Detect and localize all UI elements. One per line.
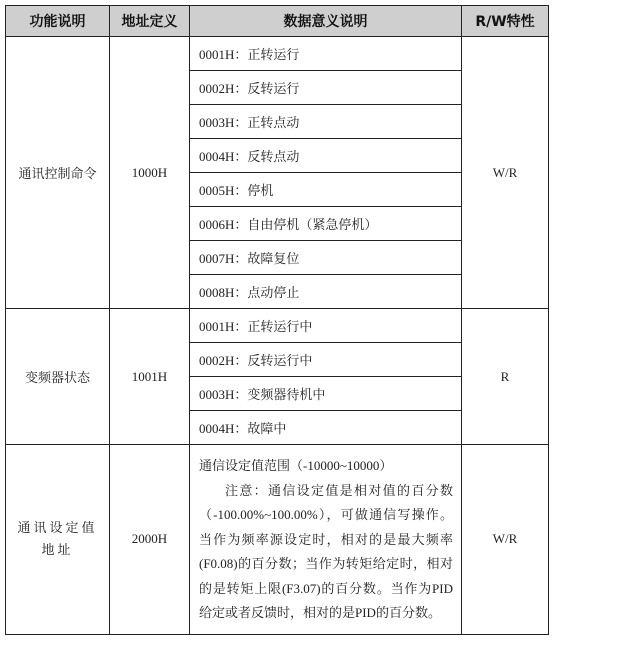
meaning-cell: 0002H：反转运行: [190, 71, 462, 105]
meaning-cell: 0007H：故障复位: [190, 241, 462, 275]
header-function: 功能说明: [6, 6, 110, 37]
meaning-paragraph-cell: [190, 445, 462, 635]
setpoint-note-text: 注意：通信设定值是相对值的百分数（-100.00%~100.00%），可做通信写操作。当作为频率源设定时，相对的是最大频率(F0.08)的百分数；当作为转矩给定时，相对的是转矩上限(F3.07)的百分数。当作为PID给定或者反馈时，相对的是PID的百分数。: [199, 482, 453, 620]
meaning-cell: 0002H：反转运行中: [190, 343, 462, 377]
meaning-cell: 0008H：点动停止: [190, 275, 462, 309]
table-row: [6, 37, 549, 71]
function-cell: 通讯控制命令: [6, 37, 110, 309]
table-row: [6, 309, 549, 343]
function-line: 地址: [41, 542, 74, 558]
meaning-cell: 0001H：正转运行中: [190, 309, 462, 343]
function-line: 通讯设定值: [17, 520, 98, 536]
setpoint-range-text: 通信设定值范围（-10000~10000）: [199, 458, 393, 473]
address-cell: 1001H: [110, 309, 190, 445]
meaning-cell: 0004H：故障中: [190, 411, 462, 445]
table-row: [6, 445, 549, 635]
header-address: 地址定义: [110, 6, 190, 37]
meaning-cell: 0004H：反转点动: [190, 139, 462, 173]
rw-cell: W/R: [462, 445, 549, 635]
address-cell: 1000H: [110, 37, 190, 309]
function-cell: [6, 445, 110, 635]
function-cell: 变频器状态: [6, 309, 110, 445]
modbus-address-table: [5, 5, 549, 635]
rw-cell: R: [462, 309, 549, 445]
header-rw: R/W特性: [462, 6, 549, 37]
meaning-cell: 0006H：自由停机（紧急停机）: [190, 207, 462, 241]
meaning-cell: 0001H：正转运行: [190, 37, 462, 71]
header-meaning: 数据意义说明: [190, 6, 462, 37]
meaning-cell: 0005H：停机: [190, 173, 462, 207]
rw-cell: W/R: [462, 37, 549, 309]
address-cell: 2000H: [110, 445, 190, 635]
meaning-cell: 0003H：变频器待机中: [190, 377, 462, 411]
meaning-cell: 0003H：正转点动: [190, 105, 462, 139]
register-table-container: [5, 5, 548, 635]
table-header-row: [6, 6, 549, 37]
